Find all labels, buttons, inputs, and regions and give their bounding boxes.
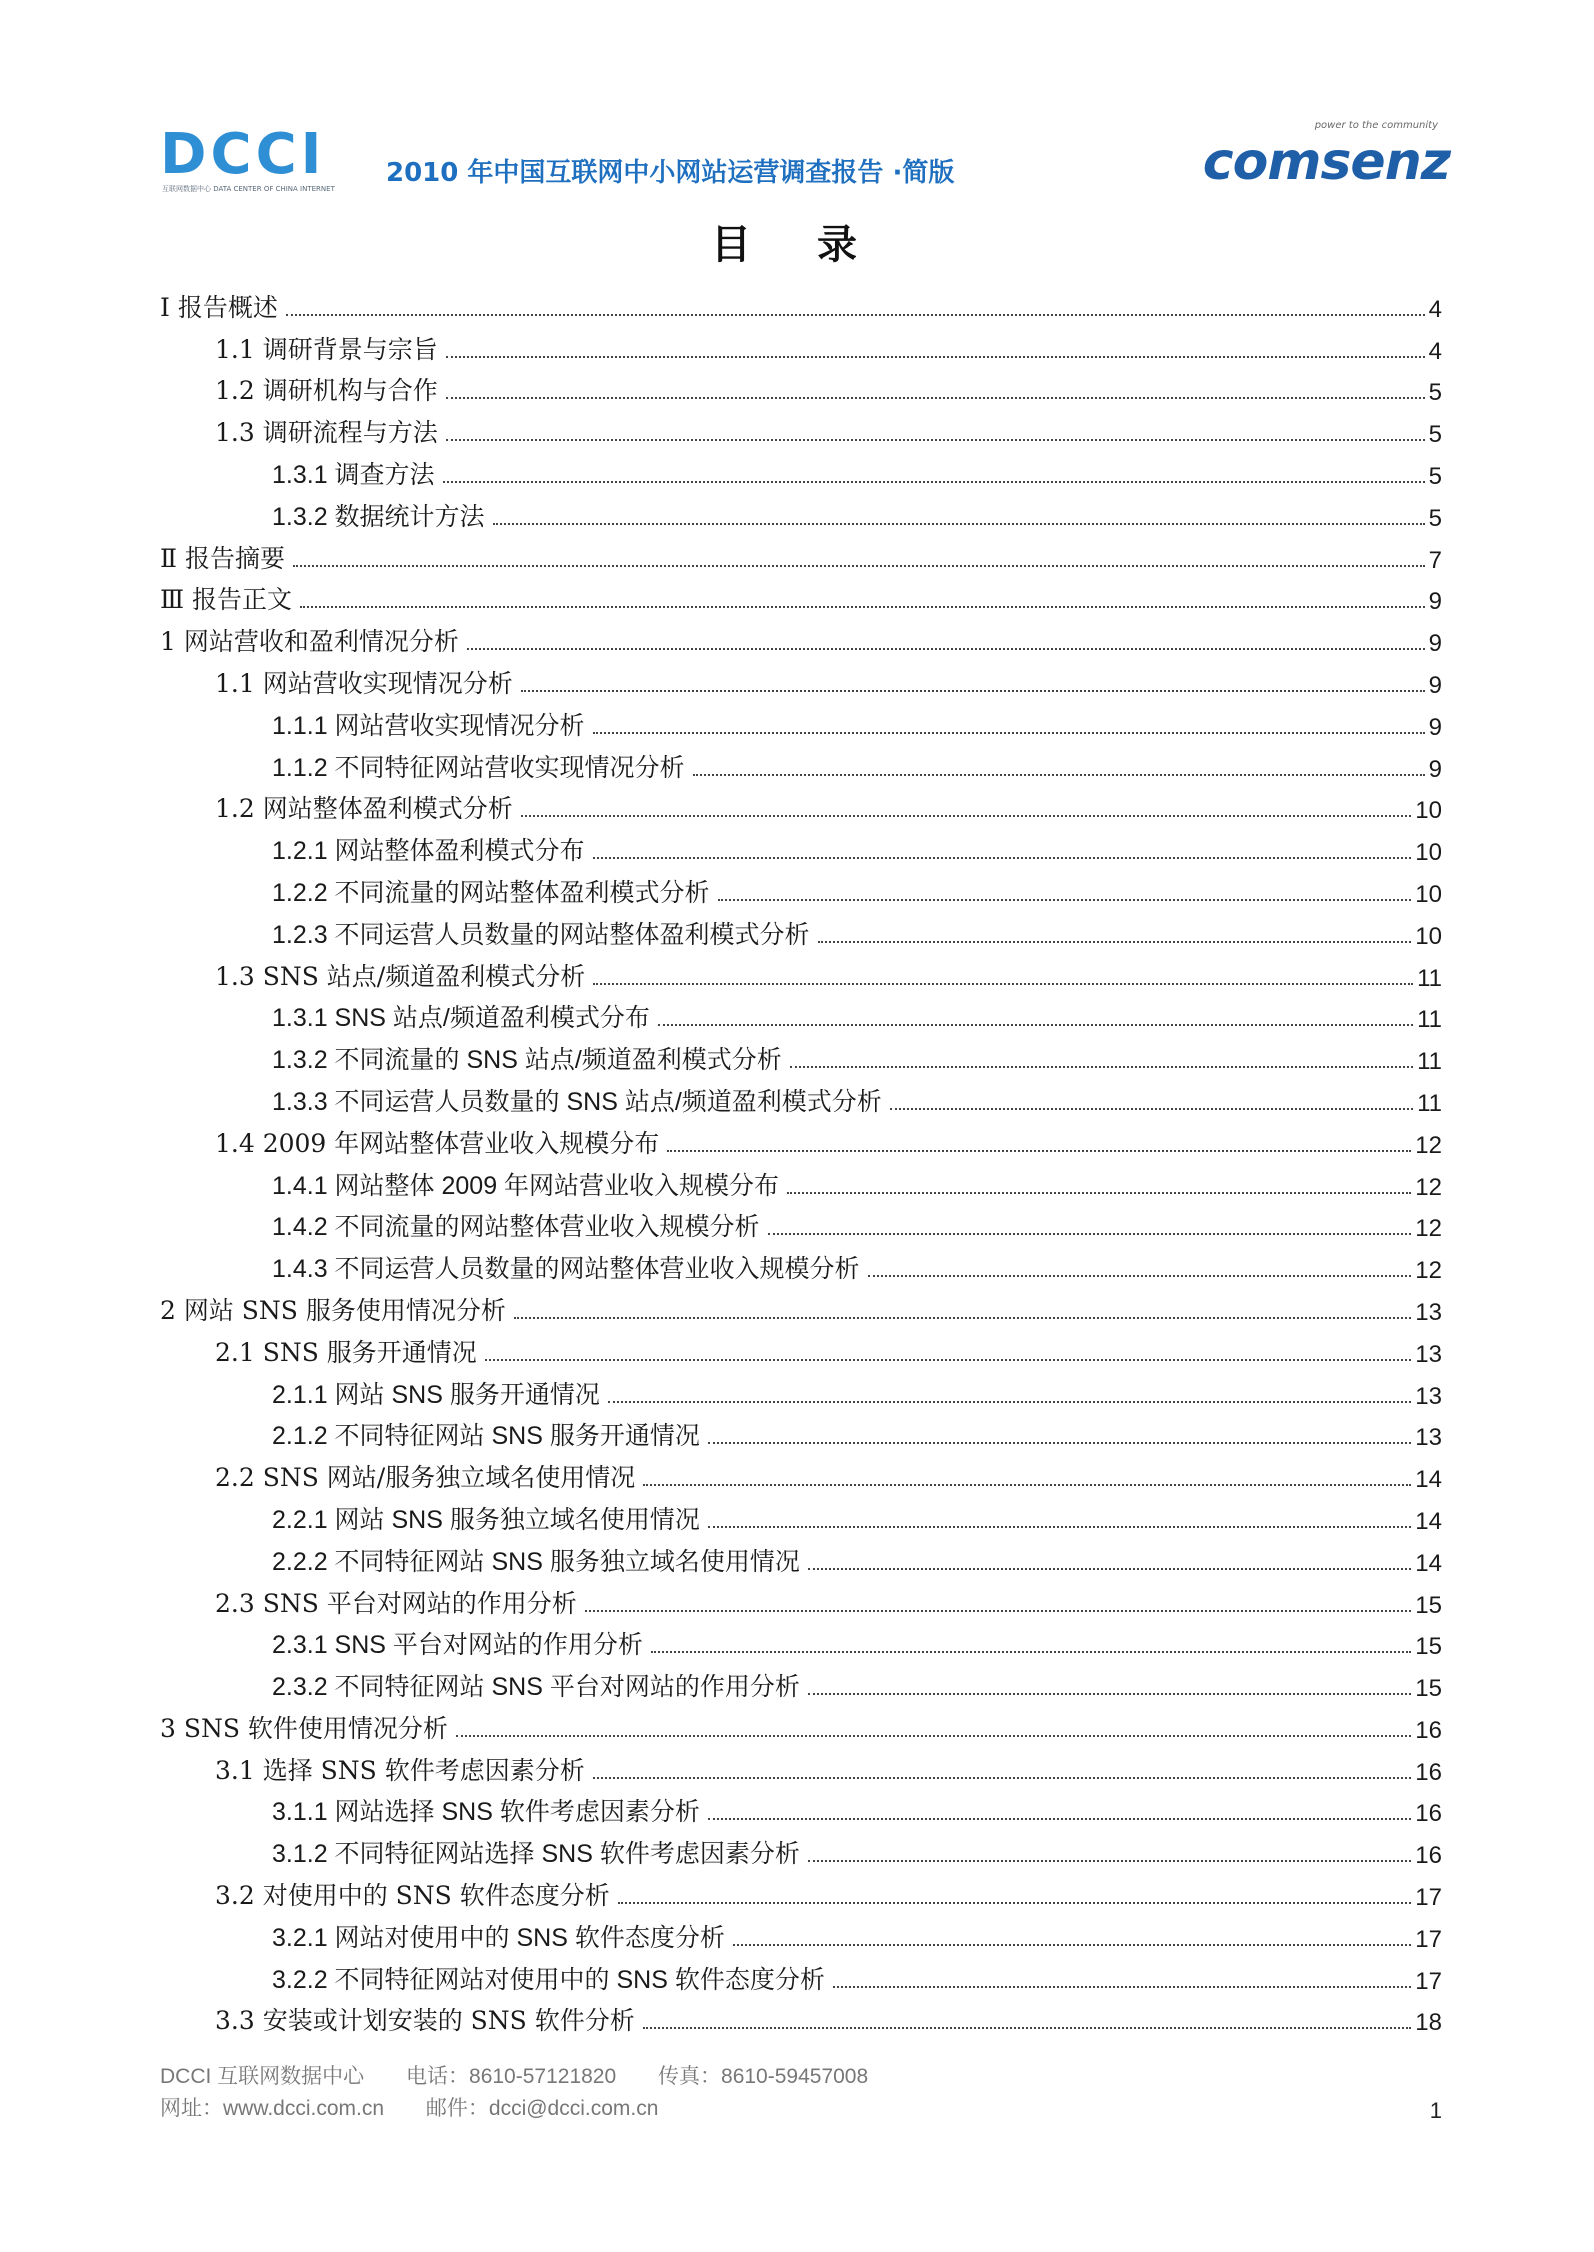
toc-entry[interactable] — [160, 909, 1442, 951]
toc-entry-label: 1.4.2 不同流量的网站整体营业收入规模分析 — [272, 1213, 760, 1242]
toc-entry-page: 15 — [1415, 1633, 1442, 1661]
toc-entry[interactable] — [160, 1160, 1442, 1202]
toc-entry[interactable] — [160, 1076, 1442, 1118]
toc-dot-leader — [643, 1484, 1411, 1486]
toc-dot-leader — [521, 690, 1425, 692]
toc-dot-leader — [618, 1902, 1412, 1904]
toc-entry-label: 1 网站营收和盈利情况分析 — [160, 627, 459, 657]
toc-dot-leader — [467, 648, 1425, 650]
toc-entry[interactable] — [160, 449, 1442, 491]
toc-entry-page: 14 — [1415, 1466, 1442, 1494]
toc-entry-label: Ⅰ 报告概述 — [160, 292, 278, 322]
toc-dot-leader — [446, 397, 1425, 399]
toc-entry-page: 10 — [1415, 880, 1442, 908]
toc-entry-label: 2.2 SNS 网站/服务独立域名使用情况 — [215, 1463, 636, 1493]
toc-entry-page: 10 — [1415, 797, 1442, 825]
toc-entry[interactable] — [160, 533, 1442, 575]
toc-dot-leader — [658, 1024, 1413, 1026]
toc-entry-label: 1.2.3 不同运营人员数量的网站整体盈利模式分析 — [272, 920, 810, 949]
toc-entry[interactable] — [160, 1202, 1442, 1244]
toc-entry[interactable] — [160, 1912, 1442, 1954]
comsenz-tagline: power to the community — [1314, 120, 1438, 131]
toc-entry-label: 2.3 SNS 平台对网站的作用分析 — [215, 1588, 577, 1618]
toc-entry-label: 1.3.1 调查方法 — [272, 460, 435, 489]
toc-entry[interactable] — [160, 1745, 1442, 1787]
footer-website: 网址：www.dcci.com.cn — [160, 2097, 385, 2120]
comsenz-logo-text: comsenz — [1202, 132, 1450, 192]
toc-entry-label: 1.1 调研背景与宗旨 — [215, 334, 438, 364]
toc-dot-leader — [643, 2027, 1412, 2029]
toc-entry-label: 1.2 网站整体盈利模式分析 — [215, 794, 513, 824]
toc-entry-page: 11 — [1417, 1048, 1442, 1076]
toc-entry-label: 1.2.2 不同流量的网站整体盈利模式分析 — [272, 878, 710, 907]
toc-entry-page: 14 — [1415, 1549, 1442, 1577]
table-of-contents — [160, 282, 1442, 2037]
toc-entry-label: 1.4 2009 年网站整体营业收入规模分布 — [215, 1128, 660, 1158]
toc-entry-page: 16 — [1415, 1800, 1442, 1828]
toc-entry-page: 11 — [1417, 1089, 1442, 1117]
toc-entry-page: 11 — [1417, 964, 1442, 992]
toc-entry[interactable] — [160, 1494, 1442, 1536]
toc-entry-label: 3.3 安装或计划安装的 SNS 软件分析 — [215, 2006, 635, 2036]
toc-entry-label: 2.1 SNS 服务开通情况 — [215, 1337, 477, 1367]
toc-dot-leader — [446, 356, 1425, 358]
toc-entry-page: 13 — [1415, 1382, 1442, 1410]
toc-entry-label: 3.2.1 网站对使用中的 SNS 软件态度分析 — [272, 1923, 725, 1952]
toc-entry-label: 2.2.1 网站 SNS 服务独立域名使用情况 — [272, 1505, 700, 1534]
toc-entry-label: 3.2.2 不同特征网站对使用中的 SNS 软件态度分析 — [272, 1965, 825, 1994]
toc-entry-page: 12 — [1415, 1173, 1442, 1201]
footer-org: DCCI 互联网数据中心 — [160, 2065, 365, 2088]
report-title: 2010 年中国互联网中小网站运营调查报告 ·简版 — [386, 158, 955, 188]
toc-entry-page: 16 — [1415, 1758, 1442, 1786]
toc-entry-label: 2 网站 SNS 服务使用情况分析 — [160, 1295, 506, 1325]
toc-entry-page: 13 — [1415, 1298, 1442, 1326]
toc-entry-page: 9 — [1428, 588, 1442, 616]
toc-dot-leader — [833, 1986, 1411, 1988]
toc-entry-label: Ⅱ 报告摘要 — [160, 543, 285, 573]
toc-entry[interactable] — [160, 1954, 1442, 1996]
toc-entry-label: 3.1.2 不同特征网站选择 SNS 软件考虑因素分析 — [272, 1840, 800, 1869]
toc-entry-page: 13 — [1415, 1424, 1442, 1452]
toc-entry[interactable] — [160, 825, 1442, 867]
toc-entry-label: 1.3.3 不同运营人员数量的 SNS 站点/频道盈利模式分析 — [272, 1087, 882, 1116]
toc-entry[interactable] — [160, 1118, 1442, 1160]
toc-entry-label: 1.3.2 数据统计方法 — [272, 502, 485, 531]
toc-entry-page: 14 — [1415, 1507, 1442, 1535]
toc-dot-leader — [443, 481, 1425, 483]
footer-line-1 — [160, 2060, 1442, 2092]
toc-entry[interactable] — [160, 1703, 1442, 1745]
toc-entry[interactable] — [160, 407, 1442, 449]
toc-entry-page: 12 — [1415, 1215, 1442, 1243]
toc-entry-page: 5 — [1428, 379, 1442, 407]
toc-dot-leader — [818, 941, 1412, 943]
toc-entry-label: 1.1 网站营收实现情况分析 — [215, 668, 513, 698]
toc-entry-label: 2.3.1 SNS 平台对网站的作用分析 — [272, 1631, 643, 1660]
toc-entry[interactable] — [160, 867, 1442, 909]
toc-entry-page: 17 — [1415, 1925, 1442, 1953]
toc-entry-label: 1.1.2 不同特征网站营收实现情况分析 — [272, 753, 685, 782]
toc-entry[interactable] — [160, 993, 1442, 1035]
toc-dot-leader — [790, 1066, 1413, 1068]
toc-title: 目 录 — [711, 222, 883, 268]
toc-entry[interactable] — [160, 1243, 1442, 1285]
toc-entry-page: 13 — [1415, 1340, 1442, 1368]
dcci-logo-subtext: 互联网数据中心 DATA CENTER OF CHINA INTERNET — [162, 185, 335, 193]
toc-dot-leader — [593, 732, 1425, 734]
toc-entry-label: 1.4.1 网站整体 2009 年网站营业收入规模分布 — [272, 1171, 780, 1200]
toc-entry[interactable] — [160, 742, 1442, 784]
toc-dot-leader — [808, 1568, 1411, 1570]
dcci-logo — [160, 122, 380, 193]
toc-dot-leader — [868, 1275, 1412, 1277]
toc-dot-leader — [708, 1442, 1411, 1444]
dcci-logo-text: DCCI — [160, 122, 326, 187]
toc-entry-label: 3.1 选择 SNS 软件考虑因素分析 — [215, 1755, 585, 1785]
toc-entry[interactable] — [160, 491, 1442, 533]
toc-dot-leader — [521, 815, 1412, 817]
page-number: 1 — [1429, 2098, 1442, 2123]
toc-dot-leader — [651, 1651, 1411, 1653]
toc-entry-page: 9 — [1428, 671, 1442, 699]
toc-entry[interactable] — [160, 1369, 1442, 1411]
footer-email: 邮件：dcci@dcci.com.cn — [425, 2097, 659, 2120]
toc-entry-label: 2.1.2 不同特征网站 SNS 服务开通情况 — [272, 1422, 700, 1451]
toc-entry-page: 15 — [1415, 1591, 1442, 1619]
toc-entry[interactable] — [160, 700, 1442, 742]
toc-entry[interactable] — [160, 951, 1442, 993]
toc-dot-leader — [808, 1693, 1411, 1695]
toc-entry[interactable] — [160, 784, 1442, 826]
toc-entry-page: 4 — [1428, 337, 1442, 365]
toc-entry-label: 3.2 对使用中的 SNS 软件态度分析 — [215, 1881, 610, 1911]
toc-entry[interactable] — [160, 616, 1442, 658]
toc-entry[interactable] — [160, 1828, 1442, 1870]
toc-dot-leader — [300, 606, 1425, 608]
toc-entry[interactable] — [160, 1285, 1442, 1327]
toc-dot-leader — [485, 1359, 1412, 1361]
toc-entry-page: 7 — [1428, 546, 1442, 574]
toc-entry-page: 17 — [1415, 1967, 1442, 1995]
toc-entry[interactable] — [160, 1620, 1442, 1662]
footer-line-2 — [160, 2092, 1442, 2124]
toc-dot-leader — [493, 523, 1425, 525]
toc-entry[interactable] — [160, 1996, 1442, 2038]
toc-dot-leader — [446, 439, 1425, 441]
toc-entry[interactable] — [160, 1870, 1442, 1912]
toc-dot-leader — [456, 1735, 1411, 1737]
toc-entry[interactable] — [160, 324, 1442, 366]
toc-entry-page: 10 — [1415, 839, 1442, 867]
toc-dot-leader — [768, 1233, 1412, 1235]
toc-entry-page: 17 — [1415, 1884, 1442, 1912]
toc-entry-page: 9 — [1428, 630, 1442, 658]
toc-dot-leader — [514, 1317, 1411, 1319]
toc-entry[interactable] — [160, 1787, 1442, 1829]
toc-dot-leader — [733, 1944, 1411, 1946]
toc-dot-leader — [693, 774, 1425, 776]
toc-entry-page: 9 — [1428, 713, 1442, 741]
toc-entry[interactable] — [160, 1661, 1442, 1703]
toc-entry-page: 12 — [1415, 1131, 1442, 1159]
toc-dot-leader — [608, 1401, 1411, 1403]
toc-entry-label: 2.2.2 不同特征网站 SNS 服务独立域名使用情况 — [272, 1547, 800, 1576]
toc-entry[interactable] — [160, 1578, 1442, 1620]
toc-entry-page: 5 — [1428, 462, 1442, 490]
toc-entry-page: 4 — [1428, 295, 1442, 323]
toc-dot-leader — [593, 983, 1413, 985]
toc-entry-page: 10 — [1415, 922, 1442, 950]
toc-entry-label: 1.3 SNS 站点/频道盈利模式分析 — [215, 961, 586, 991]
toc-entry-label: 3 SNS 软件使用情况分析 — [160, 1713, 448, 1743]
toc-entry-page: 16 — [1415, 1716, 1442, 1744]
toc-entry-page: 12 — [1415, 1257, 1442, 1285]
toc-dot-leader — [808, 1860, 1411, 1862]
toc-entry[interactable] — [160, 366, 1442, 408]
toc-dot-leader — [286, 314, 1425, 316]
toc-entry-page: 9 — [1428, 755, 1442, 783]
toc-dot-leader — [708, 1526, 1411, 1528]
toc-entry-label: 1.3.1 SNS 站点/频道盈利模式分布 — [272, 1004, 650, 1033]
page-header — [160, 118, 1450, 198]
toc-dot-leader — [593, 857, 1412, 859]
toc-entry-page: 5 — [1428, 421, 1442, 449]
toc-entry[interactable] — [160, 658, 1442, 700]
toc-entry-page: 16 — [1415, 1842, 1442, 1870]
footer-phone: 电话：8610-57121820 — [406, 2065, 617, 2088]
toc-entry-page: 11 — [1417, 1006, 1442, 1034]
toc-dot-leader — [593, 1777, 1412, 1779]
toc-dot-leader — [708, 1818, 1411, 1820]
toc-entry[interactable] — [160, 1411, 1442, 1453]
toc-entry-label: 1.3 调研流程与方法 — [215, 418, 438, 448]
toc-entry-page: 15 — [1415, 1675, 1442, 1703]
toc-entry-label: 1.4.3 不同运营人员数量的网站整体营业收入规模分析 — [272, 1255, 860, 1284]
toc-dot-leader — [293, 565, 1425, 567]
toc-dot-leader — [787, 1192, 1411, 1194]
toc-entry-label: 3.1.1 网站选择 SNS 软件考虑因素分析 — [272, 1798, 700, 1827]
toc-entry[interactable] — [160, 282, 1442, 324]
toc-dot-leader — [667, 1150, 1411, 1152]
toc-entry[interactable] — [160, 1536, 1442, 1578]
toc-entry-label: 1.1.1 网站营收实现情况分析 — [272, 711, 585, 740]
page-footer — [160, 2060, 1442, 2124]
toc-entry-page: 18 — [1415, 2009, 1442, 2037]
toc-entry-label: Ⅲ 报告正文 — [160, 585, 293, 615]
toc-entry-label: 1.2 调研机构与合作 — [215, 376, 438, 406]
toc-entry[interactable] — [160, 1452, 1442, 1494]
toc-entry-label: 1.2.1 网站整体盈利模式分布 — [272, 837, 585, 866]
toc-entry[interactable] — [160, 1327, 1442, 1369]
comsenz-logo — [1190, 118, 1450, 198]
toc-dot-leader — [585, 1610, 1412, 1612]
toc-entry-label: 1.3.2 不同流量的 SNS 站点/频道盈利模式分析 — [272, 1046, 782, 1075]
toc-dot-leader — [718, 899, 1412, 901]
toc-dot-leader — [890, 1108, 1413, 1110]
footer-fax: 传真：8610-59457008 — [658, 2065, 869, 2088]
toc-entry-page: 5 — [1428, 504, 1442, 532]
toc-entry[interactable] — [160, 1034, 1442, 1076]
toc-entry[interactable] — [160, 575, 1442, 617]
toc-entry-label: 2.3.2 不同特征网站 SNS 平台对网站的作用分析 — [272, 1673, 800, 1702]
toc-entry-label: 2.1.1 网站 SNS 服务开通情况 — [272, 1380, 600, 1409]
